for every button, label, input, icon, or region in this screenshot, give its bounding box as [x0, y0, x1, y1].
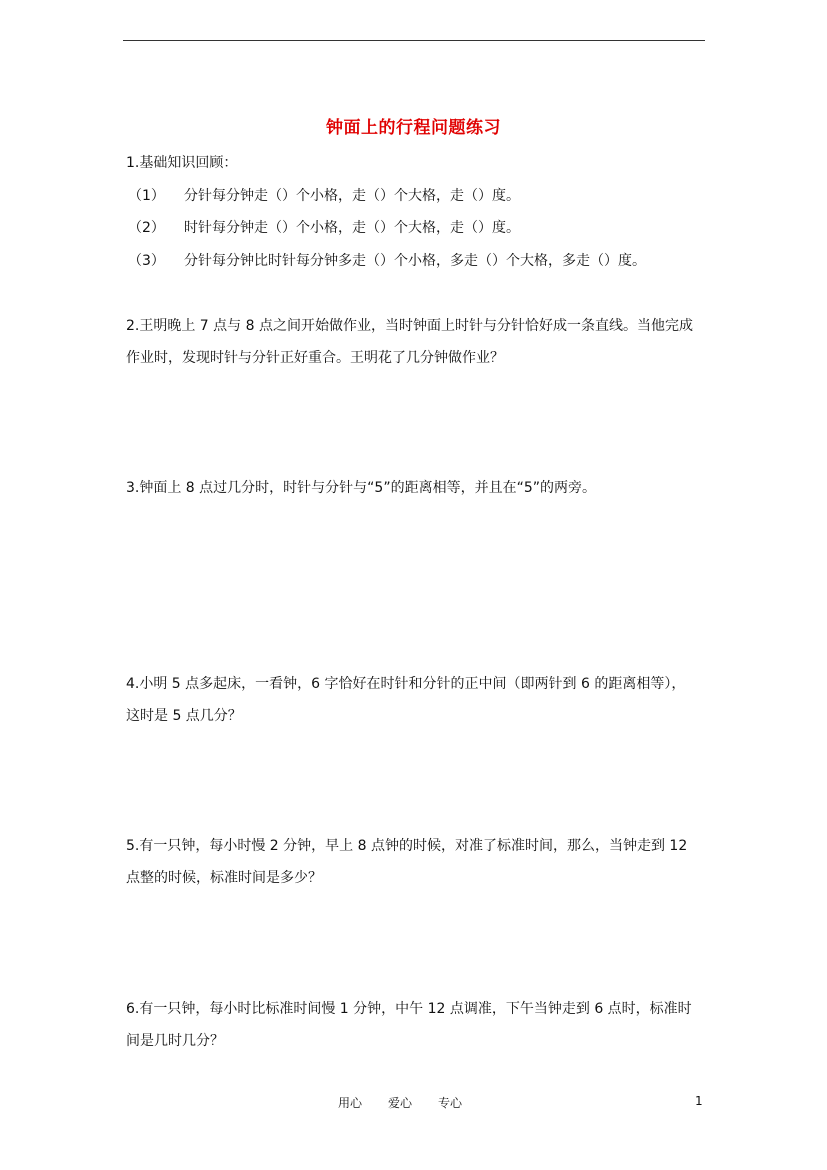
question-2-line-1: 2.王明晚上 7 点与 8 点之间开始做作业，当时钟面上时针与分针恰好成一条直线。当他完成 [126, 318, 693, 334]
item-number: （2） [128, 220, 165, 236]
list-item [128, 185, 520, 205]
question-4-line-2: 这时是 5 点几分？ [126, 708, 242, 724]
question-4-line-1: 4.小明 5 点多起床，一看钟，6 字恰好在时针和分针的正中间（即两针到 6 的距离相等）， [126, 676, 686, 692]
page-number: 1 [695, 1094, 703, 1108]
item-text: 时针每分钟走（）个小格，走（）个大格，走（）度。 [184, 220, 520, 236]
item-number: （1） [128, 188, 165, 204]
list-item [128, 217, 520, 237]
item-text: 分针每分钟比时针每分钟多走（）个小格，多走（）个大格，多走（）度。 [184, 253, 646, 269]
page-title: 钟面上的行程问题练习 [326, 118, 501, 138]
footer-motto-3: 专心 [438, 1096, 463, 1110]
question-6-line-2: 间是几时几分？ [126, 1033, 224, 1049]
header-rule [123, 40, 705, 41]
item-text: 分针每分钟走（）个小格，走（）个大格，走（）度。 [184, 188, 520, 204]
question-5-line-1: 5.有一只钟，每小时慢 2 分钟，早上 8 点钟的时候，对准了标准时间，那么，当钟走到 12 [126, 838, 688, 854]
list-item [128, 250, 646, 270]
item-number: （3） [128, 253, 165, 269]
question-6-line-1: 6.有一只钟，每小时比标准时间慢 1 分钟，中午 12 点调准，下午当钟走到 6 点时，标准时 [126, 1001, 692, 1017]
question-3-line-1: 3.钟面上 8 点过几分时，时针与分针与“5”的距离相等，并且在“5”的两旁。 [126, 480, 596, 496]
section1-heading: 1.基础知识回顾： [126, 155, 238, 171]
footer-motto-1: 用心 [338, 1096, 363, 1110]
footer-motto-2: 爱心 [388, 1096, 413, 1110]
question-2-line-2: 作业时，发现时针与分针正好重合。王明花了几分钟做作业？ [126, 350, 504, 366]
question-5-line-2: 点整的时候，标准时间是多少？ [126, 870, 322, 886]
